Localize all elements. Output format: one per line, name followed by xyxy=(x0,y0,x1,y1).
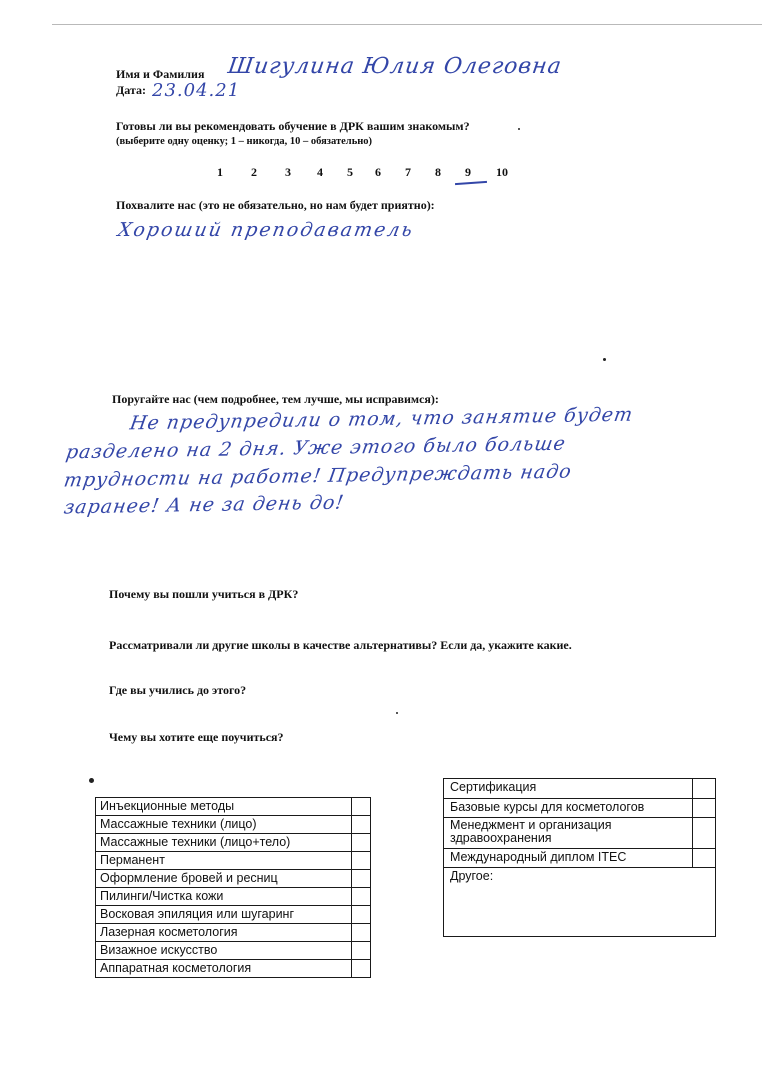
date-value: 23.04.21 xyxy=(152,80,241,101)
name-label: Имя и Фамилия xyxy=(116,67,205,81)
recommend-hint: (выберите одну оценку; 1 – никогда, 10 – обязательно) xyxy=(116,136,373,147)
course-checkbox[interactable] xyxy=(352,942,371,960)
course-label: Перманент xyxy=(96,852,352,870)
table-row xyxy=(96,888,371,906)
rating-scale[interactable] xyxy=(207,165,527,183)
course-label: Визажное искусство xyxy=(96,942,352,960)
rating-2[interactable]: 2 xyxy=(251,165,257,179)
rating-7[interactable]: 7 xyxy=(405,165,411,179)
recommend-question: Готовы ли вы рекомендовать обучение в ДРК вашим знакомым? xyxy=(116,119,470,133)
page-top-border xyxy=(52,24,762,25)
where-question: Где вы учились до этого? xyxy=(109,683,247,697)
scan-speck xyxy=(396,712,398,714)
praise-answer: Хороший преподаватель xyxy=(116,219,416,241)
rating-1[interactable]: 1 xyxy=(217,165,223,179)
rating-10[interactable]: 10 xyxy=(496,165,508,179)
want-question: Чему вы хотите еще поучиться? xyxy=(109,730,284,744)
alternatives-question: Рассматривали ли другие школы в качестве альтернативы? Если да, укажите какие. xyxy=(109,638,572,652)
course-checkbox[interactable] xyxy=(692,849,715,867)
criticism-line-1: Не предупредили о том, что занятие будет xyxy=(128,403,635,435)
course-label: Аппаратная косметология xyxy=(96,960,352,978)
table-row xyxy=(96,816,371,834)
scan-speck xyxy=(89,778,94,783)
table-row xyxy=(444,849,715,868)
rating-9[interactable]: 9 xyxy=(465,165,471,179)
rating-4[interactable]: 4 xyxy=(317,165,323,179)
course-checkbox[interactable] xyxy=(692,779,715,798)
table-row xyxy=(96,942,371,960)
course-label: Массажные техники (лицо) xyxy=(96,816,352,834)
course-checkbox[interactable] xyxy=(352,798,371,816)
course-checkbox[interactable] xyxy=(352,816,371,834)
praise-question: Похвалите нас (это не обязательно, но нам будет приятно): xyxy=(116,198,435,212)
course-label: Базовые курсы для косметологов xyxy=(450,800,645,814)
course-label: Лазерная косметология xyxy=(96,924,352,942)
table-row xyxy=(96,798,371,816)
criticism-line-3: трудности на работе! Предупреждать надо xyxy=(62,460,574,492)
table-row xyxy=(96,924,371,942)
rating-3[interactable]: 3 xyxy=(285,165,291,179)
course-label: Оформление бровей и ресниц xyxy=(96,870,352,888)
rating-8[interactable]: 8 xyxy=(435,165,441,179)
course-label: Менеджмент и организация здравоохранения xyxy=(450,818,612,845)
course-checkbox[interactable] xyxy=(352,834,371,852)
course-label: Инъекционные методы xyxy=(96,798,352,816)
criticism-line-2: разделено на 2 дня. Уже этого было больше xyxy=(64,432,568,464)
why-question: Почему вы пошли учиться в ДРК? xyxy=(109,587,299,601)
criticism-question: Поругайте нас (чем подробнее, тем лучше, мы исправимся): xyxy=(112,392,439,406)
course-checkbox[interactable] xyxy=(352,888,371,906)
course-label: Международный диплом ITEC xyxy=(450,850,627,864)
table-row xyxy=(96,852,371,870)
course-checkbox[interactable] xyxy=(692,818,715,848)
scan-speck xyxy=(603,358,606,361)
date-label: Дата: xyxy=(116,83,146,97)
course-label: Массажные техники (лицо+тело) xyxy=(96,834,352,852)
course-checkbox[interactable] xyxy=(352,870,371,888)
course-checkbox[interactable] xyxy=(352,924,371,942)
table-row xyxy=(96,960,371,978)
courses-table-left xyxy=(95,797,371,978)
table-row xyxy=(444,818,715,849)
rating-5[interactable]: 5 xyxy=(347,165,353,179)
table-row xyxy=(96,906,371,924)
course-checkbox[interactable] xyxy=(352,960,371,978)
rating-6[interactable]: 6 xyxy=(375,165,381,179)
table-row xyxy=(444,799,715,818)
course-checkbox[interactable] xyxy=(352,852,371,870)
course-checkbox[interactable] xyxy=(352,906,371,924)
course-label: Восковая эпиляция или шугаринг xyxy=(96,906,352,924)
courses-table-right xyxy=(443,778,716,937)
table-row xyxy=(96,834,371,852)
certification-title: Сертификация xyxy=(450,780,537,794)
table-row xyxy=(444,779,715,799)
name-value: Шигулина Юлия Олеговна xyxy=(226,54,564,79)
criticism-line-4: заранее! А не за день до! xyxy=(62,491,346,519)
course-checkbox[interactable] xyxy=(692,799,715,817)
scan-speck xyxy=(518,128,520,130)
table-row xyxy=(96,870,371,888)
other-label: Другое: xyxy=(450,869,494,883)
course-label: Пилинги/Чистка кожи xyxy=(96,888,352,906)
